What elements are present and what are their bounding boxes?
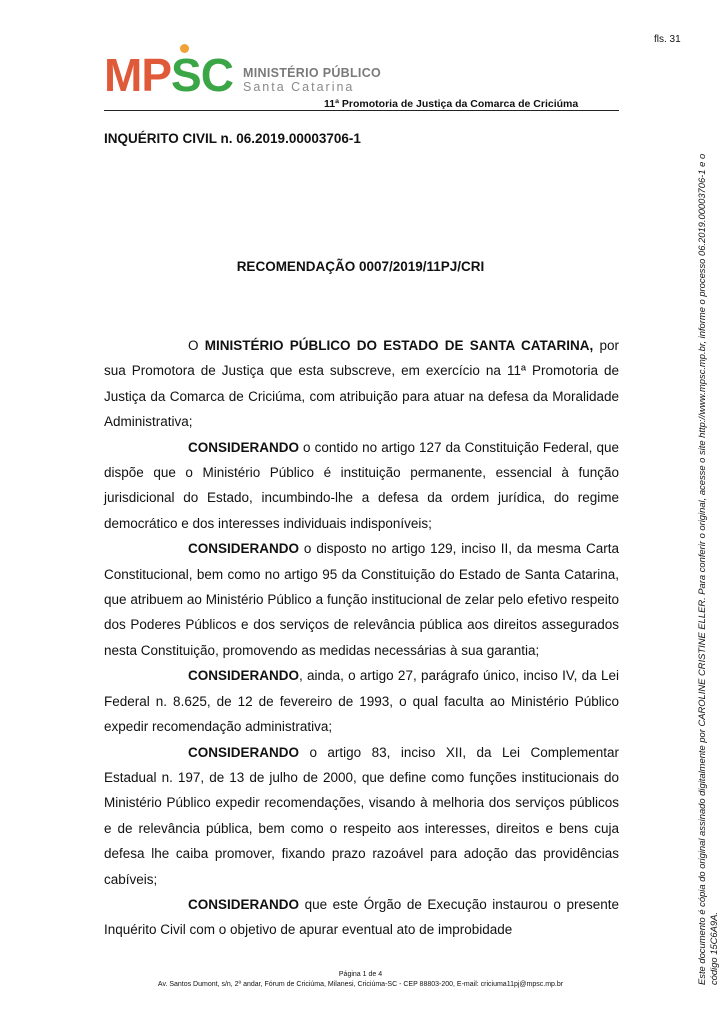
footer-address: Av. Santos Dumont, s/n, 2º andar, Fórum de Criciúma, Milanesi, Criciúma-SC - CEP 88803-200, E-mail: criciuma11pj@mpsc.mp.br — [157, 981, 564, 988]
paragraph: CONSIDERANDO, ainda, o artigo 27, parágrafo único, inciso IV, da Lei Federal n. 8.625, de 12 de fevereiro de 1993, o qual faculta ao Ministério Público expedir recomendação administrativa; — [104, 668, 619, 735]
footer-page-number: Página 1 de 4 — [338, 971, 383, 978]
paragraph: CONSIDERANDO o artigo 83, inciso XII, da Lei Complementar Estadual n. 197, de 13 de julho de 2000, que define como funções institucionais do Ministério Público expedir recomendações, visando à melhoria dos serviços públicos e de relevância pública, bem como o respeito aos interesses, direitos e bens cuja defesa lhe caiba promover, fixando prazo razoável para adoção das providências cabíveis; — [104, 744, 619, 887]
page-footer — [0, 970, 721, 990]
paragraph: O MINISTÉRIO PÚBLICO DO ESTADO DE SANTA CATARINA, por sua Promotora de Justiça que esta subscreve, em exercício na 11ª Promotoria de Justiça da Comarca de Criciúma, com atribuição para atuar na defesa da Moralidade Administrativa; — [104, 338, 619, 430]
paragraph: CONSIDERANDO que este Órgão de Execução instaurou o presente Inquérito Civil com o objetivo de apurar eventual ato de improbidade — [104, 896, 619, 938]
digital-signature-note — [696, 115, 720, 985]
paragraph: CONSIDERANDO o contido no artigo 127 da Constituição Federal, que dispõe que o Ministério Público é instituição permanente, essencial à função jurisdicional do Estado, incumbindo-lhe a defesa da ordem jurídica, do regime democrático e dos interesses individuais indisponíveis; — [104, 439, 619, 531]
side-note-line-2: código 15C6A9A. — [708, 912, 719, 985]
recomendacao-title: RECOMENDAÇÃO 0007/2019/11PJ/CRI — [236, 259, 485, 274]
page-number-label: fls. 31 — [654, 34, 681, 45]
document-body — [104, 333, 619, 943]
inquerito-title: INQUÉRITO CIVIL n. 06.2019.00003706-1 — [104, 131, 361, 146]
header-divider — [104, 110, 619, 111]
side-note-line-1: Este documento é cópia do original assinado digitalmente por CAROLINE CRISTINE ELLER. Para conferir o original, acesse o site http://www.mpsc.mp.br, informe o processo 06.2019.00003706-1 e o — [696, 153, 707, 985]
logo-line-1: MINISTÉRIO PÚBLICO — [243, 66, 382, 80]
logo-line-2: Santa Catarina — [243, 80, 355, 94]
promotoria-header: 11ª Promotoria de Justiça da Comarca de Criciúma — [324, 98, 579, 110]
mpsc-logo — [104, 38, 384, 102]
logo-mark: MPSC — [104, 49, 233, 101]
paragraph: CONSIDERANDO o disposto no artigo 129, inciso II, da mesma Carta Constitucional, bem como no artigo 95 da Constituição do Estado de Santa Catarina, que atribuem ao Ministério Público a função institucional de zelar pelo efetivo respeito dos Poderes Públicos e dos serviços de relevância pública aos direitos assegurados nesta Constituição, promovendo as medidas necessárias à sua garantia; — [104, 541, 619, 658]
